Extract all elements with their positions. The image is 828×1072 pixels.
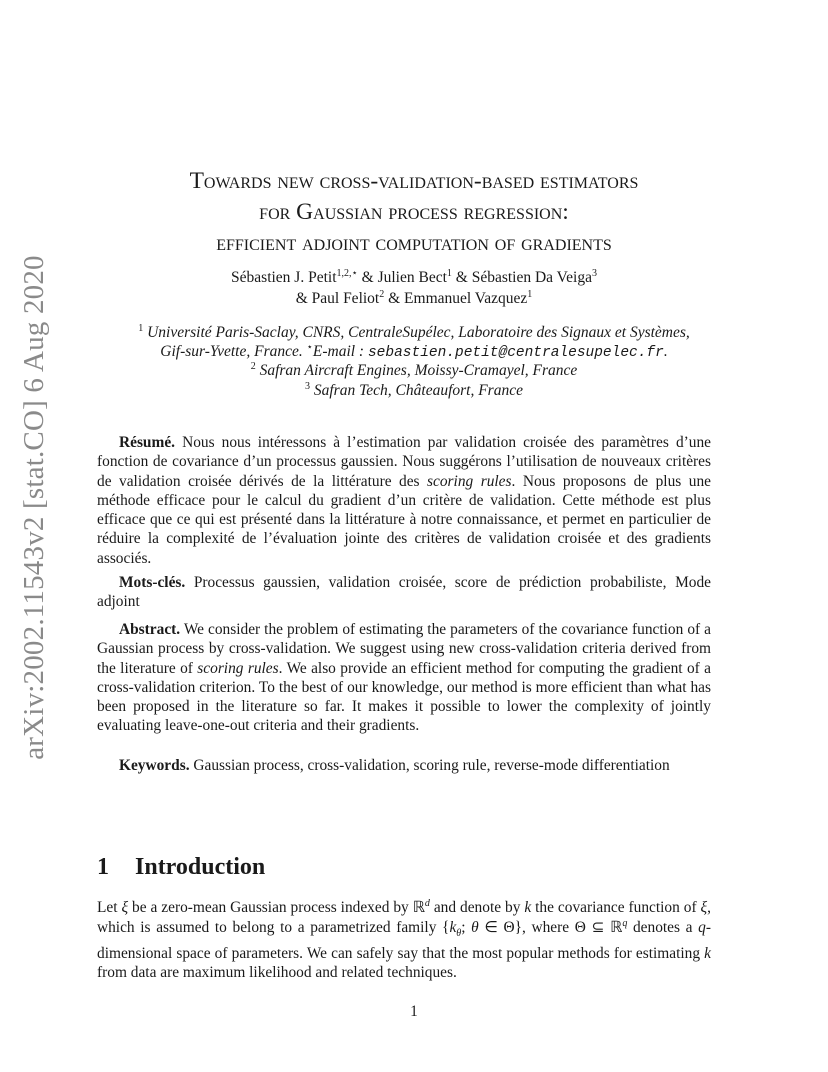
author-name: & Emmanuel Vazquez [384,290,528,307]
mots-cles-text: Processus gaussien, validation croisée, score de prédiction probabiliste, Mode adjoint [97,574,711,611]
page-number: 1 [410,1003,418,1020]
intro-paragraph: Let ξ be a zero-mean Gaussian process indexed by ℝ$^d$ and denote by k the covariance function of ξ, which is assumed to belong to a parametrized family {$k_\theta$; θ ∈ Θ}, where Θ ⊆ ℝ$^q$ denotes a q-dimensional space of parameters. We can safely say that the most popular methods for estimating k from data are maximum likelihood and related techniques. [97,898,712,982]
abstract-label: Abstract. [119,621,181,638]
mots-cles-label: Mots-clés. [119,574,186,591]
resume-text: . Nous proposons de plus une méthode efficace pour le calcul du gradient d’un critère de validation. Cette méthode est plus efficace que ce qui est présenté dans la littérature à notre connaissance, et permet en particulier de réduire la complexité de l’évaluation jointe des critères de validation croisée et des gradients associés. [97,472,711,567]
affiliation-2 [0,361,828,381]
author-name: & Sébastien Da Veiga [451,269,592,286]
author-sup: 2 [379,289,385,300]
author-sup: 1 [527,289,533,300]
affiliation-text: Université Paris-Saclay, CNRS, CentraleSupélec, Laboratoire des Signaux et Systèmes, [147,324,690,341]
affiliation-1-cont: Gif-sur-Yvette, France. ⋆E-mail : sebastien.petit@centralesupelec.fr. [160,342,668,361]
abstract-emphasis: scoring rules [197,659,279,677]
author-name: & Paul Feliot [295,290,380,307]
section-heading [97,852,265,882]
affiliation-sup: 1 [138,323,144,334]
resume-paragraph [97,433,711,568]
author-sup: 1,2,⋆ [336,268,358,279]
email-sup: ⋆ [306,342,313,353]
keywords-text: Gaussian process, cross-validation, scoring rule, reverse-mode differentiation [189,757,670,774]
mots-cles-paragraph [97,573,711,612]
title-line-3: efficient adjoint computation of gradients [216,230,612,256]
abstract-paragraph [97,620,711,736]
affiliation-1 [0,323,828,343]
affiliation-sup: 3 [305,381,310,392]
affiliation-sup: 2 [250,361,256,372]
abstract-text: . We also provide an efficient method for computing the gradient of a cross-validation criterion. To the best of our knowledge, our method is more efficient than what has been proposed in the literature so far. It makes it possible to lower the complexity of jointly evaluating leave-one-out criteria and their gradients. [97,659,711,735]
section-title: Introduction [135,854,266,880]
abstract-text: We consider the problem of estimating the parameters of the covariance function of a Gaussian process by cross-validation. We suggest using new cross-validation criteria derived from the literature of [97,621,711,677]
title-line-2: for Gaussian process regression: [259,199,569,225]
resume-emphasis: scoring rules [427,472,512,490]
title-line-1: Towards new cross-validation-based estimators [189,168,639,194]
keywords-label: Keywords. [119,757,190,774]
affiliation-text: Gif-sur-Yvette, France. [160,343,303,360]
email-label: E-mail : [312,343,365,360]
keywords-paragraph [97,756,711,775]
author-name: & Julien Bect [357,269,447,286]
author-line-1 [0,268,828,288]
author-line-2 [0,289,828,309]
affiliation-text: Safran Aircraft Engines, Moissy-Cramayel, France [259,362,578,379]
author-name: Sébastien J. Petit [231,269,337,286]
affiliation-text: Safran Tech, Châteaufort, France [313,382,523,399]
author-sup: 3 [591,268,597,279]
affiliation-3 [0,381,828,401]
author-sup: 1 [446,268,452,279]
resume-text: Nous nous intéressons à l’estimation par validation croisée des paramètres d’une fonction de covariance d’un processus gaussien. Nous suggérons l’utilisation de nouveaux critères de validation croisée dérivés de la littérature des [97,434,711,490]
arxiv-identifier: arXiv:2002.11543v2 [stat.CO] 6 Aug 2020 [17,254,50,760]
resume-label: Résumé. [119,434,175,451]
section-number: 1 [97,854,109,880]
email-link[interactable]: sebastien.petit@centralesupelec.fr [367,345,664,361]
